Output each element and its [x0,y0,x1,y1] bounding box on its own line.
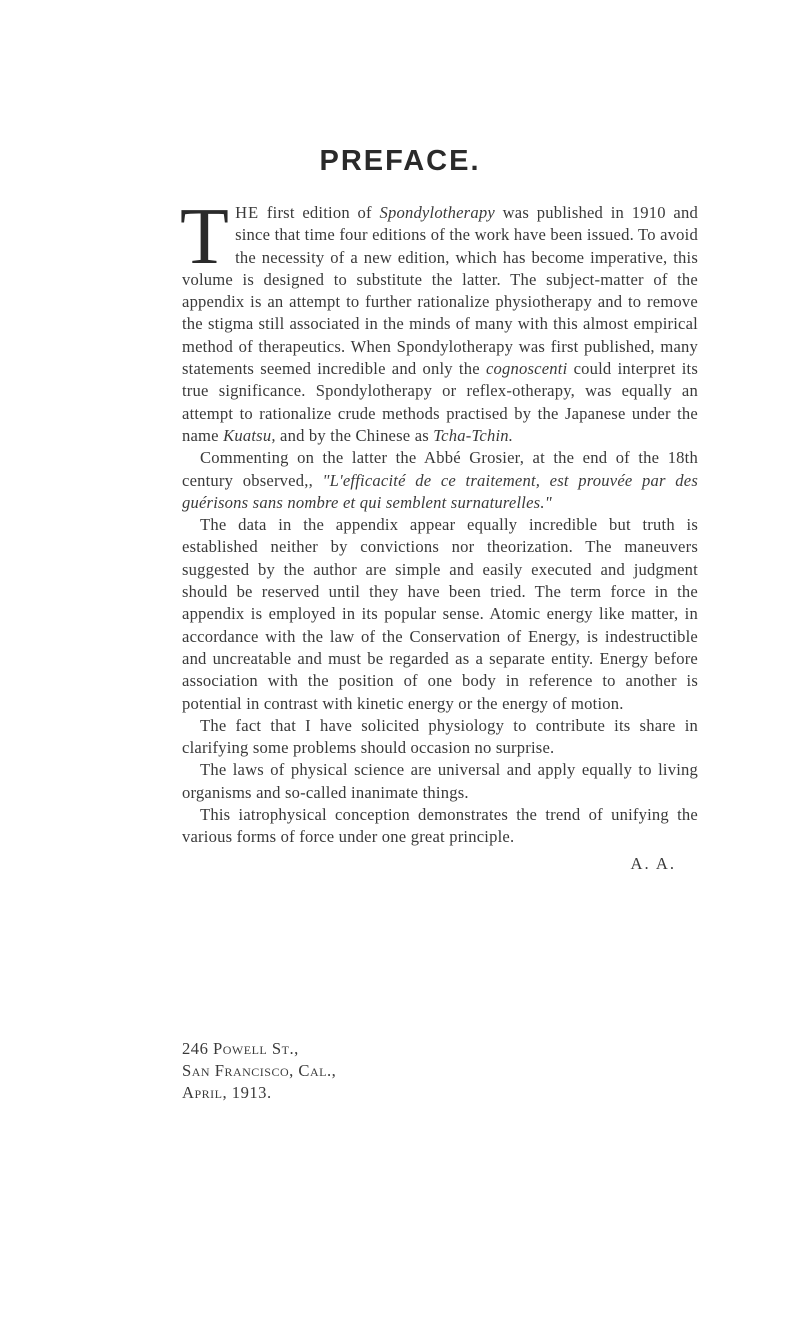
preface-body [180,193,699,875]
text-segment: Spondylotherapy [379,203,495,222]
text-segment: "L'efficacité de ce traitement, est prouvée par des guérisons sans nombre et qui semblent surnaturelles." [182,470,698,512]
page-title: PREFACE. [319,145,481,177]
text-segment: Kuatsu, [223,425,276,445]
text-segment: Tcha-Tchin. [433,425,514,445]
text-segment: was published in 1910 and since that time four editions of the work have been issued. To avoid the necessity of a new edition, which has become imperative, this volume is designed to substitute the latter. The subject-matter of the appendix is an attempt to further rationalize physiotherapy and to remove the stigma still associated in the minds of many with this almost empirical method of therapeutics. When Spondylotherapy was first published, many statements seemed incredible and only the [182,203,698,379]
paragraph-3 [182,514,698,715]
address-city: San Francisco, Cal., [182,1061,337,1080]
text-segment: The data in the appendix appear equally incredible but truth is established neither by convictions nor theorization. The maneuvers suggested by the author are simple and easily executed and judgment should be reserved until they have been tried. The term force in the appendix is employed in its popular sense. Atomic energy like matter, in accordance with the law of the Conservation of Energy, is indestructible and uncreatable and must be regarded as a separate entity. Energy before association with the position of one body in reference to another is potential in contrast with kinetic energy or the energy of motion. [182,515,698,713]
text-segment: This iatrophysical conception demonstrates the trend of unifying the various forms of force under one great principle. [182,805,698,847]
text-segment: Commenting on the latter the Abbé Grosier, at the end of the 18th century observed,, [182,448,698,490]
paragraph-1 [180,193,699,447]
paragraph-5 [182,759,698,804]
author-initials: A. A. [630,853,676,873]
author-address [182,1038,336,1104]
text-segment: HE [235,203,260,222]
text-segment: The fact that I have solicited physiology to contribute its share in clarifying some problems should occasion no surprise. [182,715,698,758]
paragraph-4 [182,715,698,760]
paragraph-6 [182,804,698,849]
text-segment: could interpret its true significance. Spondylotherapy or reflex-otherapy, was equally an attempt to rationalize crude methods practised by the Japanese under the name [182,359,699,445]
text-segment: and by the Chinese as [275,425,434,445]
text-segment: The laws of physical science are universal and apply equally to living organisms and so-called inanimate things. [182,760,698,802]
paragraph-2 [182,447,698,514]
address-date: April, 1913. [182,1083,272,1102]
text-segment: cognoscenti [485,359,568,379]
text-segment: first edition of [259,203,380,222]
drop-cap: T [180,193,230,281]
address-street: 246 Powell St., [182,1039,299,1058]
